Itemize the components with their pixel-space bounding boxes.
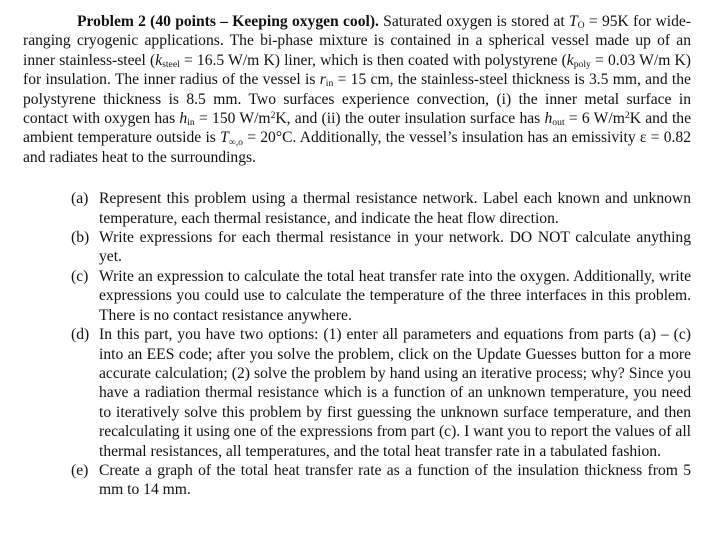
superscript: 2	[624, 110, 630, 122]
part-label: (d)	[71, 326, 90, 344]
question-part-c	[71, 267, 691, 325]
intro-text: = 0.03 W/m K) for insulation. The inner radius of the vessel is	[23, 51, 691, 89]
question-part-e	[71, 461, 691, 500]
part-text: Write expressions for each thermal resistance in your network. DO NOT calculate anything yet.	[99, 229, 691, 266]
symbol: k	[566, 51, 574, 69]
symbol: T	[568, 13, 578, 30]
subscript: poly	[573, 58, 591, 70]
part-label: (b)	[71, 229, 90, 247]
intro-text: = 150 W/m	[194, 110, 271, 128]
question-part-b	[71, 228, 691, 267]
problem-title: Problem 2 (40 points – Keeping oxygen cool).	[77, 13, 379, 30]
intro-text: = 15 cm, the stainless-steel thickness is 3.5 mm, and the polystyrene thickness is 8.5 mm. Two surfaces experience convection, (i) the inner metal surface in contact with oxygen has	[23, 71, 691, 128]
superscript: 2	[270, 110, 276, 122]
symbol: T	[220, 129, 229, 147]
subscript: in	[187, 117, 195, 129]
intro-text: = 95K for wide-ranging cryogenic applications. The bi-phase mixture is contained in a spherical vessel made up of an inner stainless-steel (	[23, 13, 691, 69]
subscript: in	[325, 78, 334, 90]
subscript: ∞,o	[228, 136, 243, 148]
symbol: h	[179, 110, 188, 128]
subscript: out	[552, 117, 565, 129]
part-text: Represent this problem using a thermal resistance network. Label each known and unknown temperature, each thermal resistance, and indicate the heat flow direction.	[99, 190, 691, 227]
part-text: Write an expression to calculate the total heat transfer rate into the oxygen. Additionally, write expressions you could use to calculate the temperature of the three interfaces in this problem. There is no contact resistance anywhere.	[99, 267, 691, 324]
intro-text: K, and (ii) the outer insulation surface has	[275, 110, 545, 128]
intro-text: = 6 W/m	[564, 110, 625, 128]
intro-text: Saturated oxygen is stored at	[378, 13, 569, 30]
question-part-a	[71, 189, 691, 228]
symbol: k	[155, 51, 163, 69]
subscript: steel	[162, 58, 180, 70]
intro-text: K and the ambient temperature outside is	[23, 110, 692, 147]
part-label: (a)	[71, 190, 89, 208]
part-label: (e)	[71, 461, 89, 479]
symbol: r	[319, 71, 326, 89]
intro-text: = 20°C. Additionally, the vessel’s insulation has an emissivity ε = 0.82 and radiates heat to the surroundings.	[23, 129, 691, 166]
question-part-d	[71, 325, 691, 461]
part-text: In this part, you have two options: (1) enter all parameters and equations from parts (a) – (c) into an EES code; after you solve the problem, click on the Update Guesses button for a more accurate calculation; (2) solve the problem by hand using an iterative process; why? Since you have a radiation thermal resistance which is a function of an unknown temperature, you need to iteratively solve this problem by first guessing the unknown surface temperature, and then recalculating it using one of the expressions from part (c). I want you to report the values of all thermal resistances, all temperatures, and the total heat transfer rate in a tabulated fashion.	[99, 326, 691, 460]
question-parts-list	[23, 189, 691, 500]
subscript: O	[577, 20, 585, 32]
problem-statement	[23, 12, 691, 167]
part-label: (c)	[71, 267, 89, 285]
part-text: Create a graph of the total heat transfer rate as a function of the insulation thickness from 5 mm to 14 mm.	[99, 461, 691, 499]
intro-text: = 16.5 W/m K) liner, which is then coated with polystyrene (	[179, 51, 567, 69]
symbol: h	[544, 110, 553, 128]
